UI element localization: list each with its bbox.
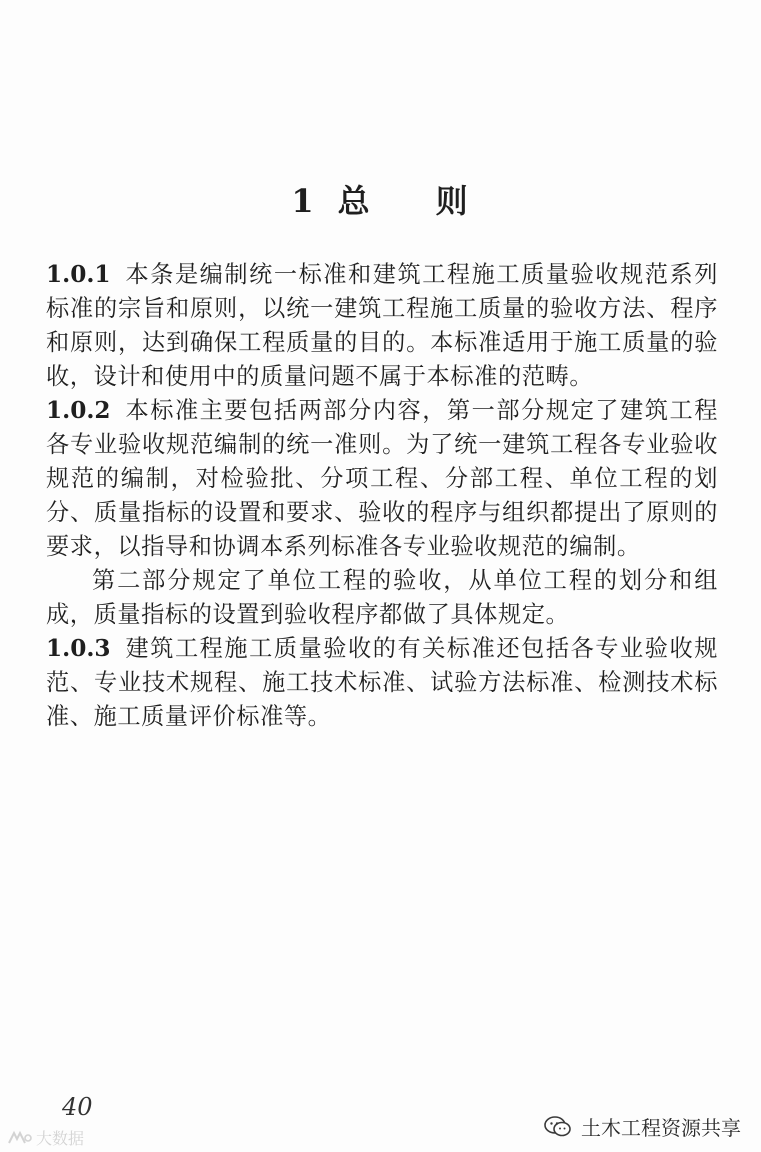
watermark-left — [6, 1126, 84, 1149]
wechat-icon — [543, 1115, 573, 1139]
chapter-title — [0, 176, 761, 222]
clause-number: 1.0.3 — [46, 635, 111, 662]
chapter-body — [46, 258, 718, 734]
clause-1-0-2 — [46, 394, 718, 564]
clause-number: 1.0.1 — [46, 261, 111, 288]
clause-text: 建筑工程施工质量验收的有关标准还包括各专业验收规范、专业技术规程、施工技术标准、试验方法标准、检测技术标准、施工质量评价标准等。 — [46, 635, 718, 730]
clause-text: 本条是编制统一标准和建筑工程施工质量验收规范系列标准的宗旨和原则，以统一建筑工程施工质量的验收方法、程序和原则，达到确保工程质量的目的。本标准适用于施工质量的验收，设计和使用中的质量问题不属于本标准的范畴。 — [46, 261, 718, 390]
clause-1-0-1 — [46, 258, 718, 394]
clause-1-0-3 — [46, 632, 718, 734]
clause-text: 本标准主要包括两部分内容，第一部分规定了建筑工程各专业验收规范编制的统一准则。为了统一建筑工程各专业验收规范的编制，对检验批、分项工程、分部工程、单位工程的划分、质量指标的设置和要求、验收的程序与组织都提出了原则的要求，以指导和协调本系列标准各专业验收规范的编制。 — [46, 397, 718, 560]
chapter-number: 1 — [291, 182, 316, 220]
chapter-title-char-1: 总 — [337, 182, 372, 220]
watermark-right — [543, 1112, 741, 1141]
clause-1-0-2-continuation: 第二部分规定了单位工程的验收，从单位工程的划分和组成，质量指标的设置到验收程序都做了具体规定。 — [46, 567, 718, 628]
watermark-left-text: 大数据 — [36, 1129, 85, 1148]
watermark-right-text: 土木工程资源共享 — [581, 1116, 741, 1140]
brand-logo-icon — [6, 1129, 32, 1147]
page-number: 40 — [62, 1093, 93, 1121]
clause-number: 1.0.2 — [46, 397, 111, 424]
chapter-title-char-2: 则 — [435, 182, 470, 220]
